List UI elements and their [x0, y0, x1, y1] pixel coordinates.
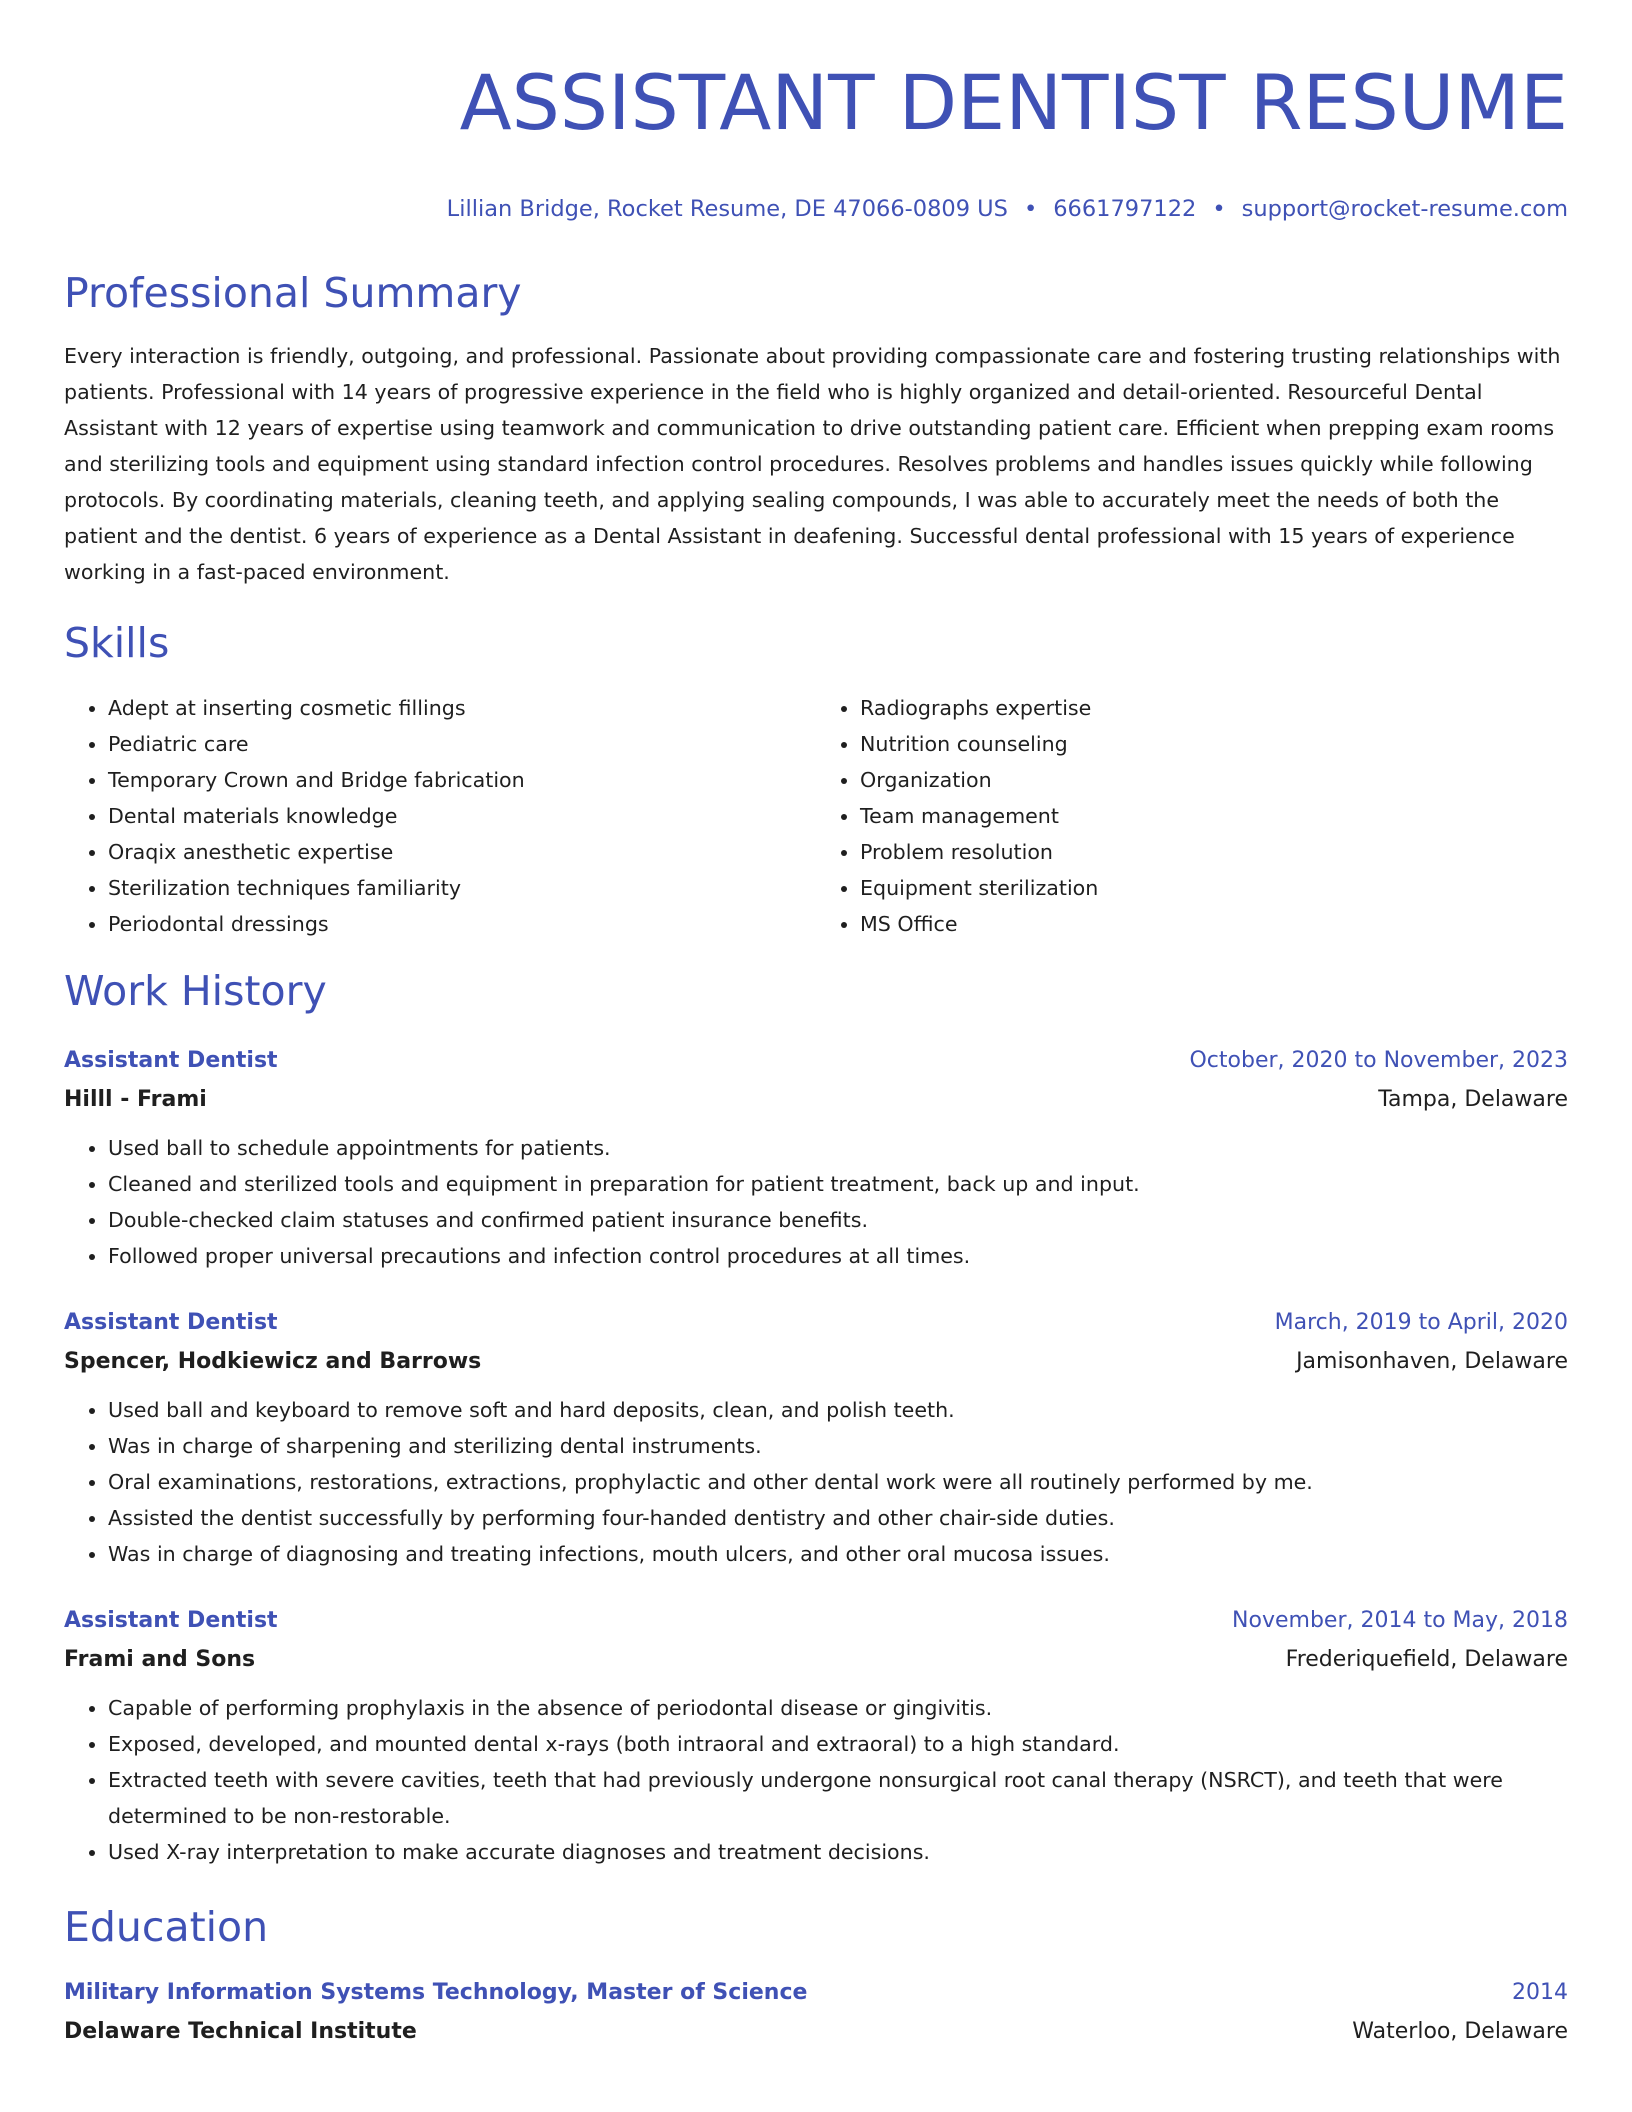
job-bullet: • Used X-ray interpretation to make accurate diagnoses and treatment decisions. — [108, 1834, 1568, 1870]
job-role: Assistant Dentist — [64, 1048, 278, 1073]
summary-heading: Professional Summary — [64, 269, 522, 317]
job-bullet: • Used ball to schedule appointments for patients. — [108, 1130, 1568, 1166]
job-company: Frami and Sons — [64, 1647, 256, 1672]
job-bullet: • Oral examinations, restorations, extractions, prophylactic and other dental work were all routinely performed by me. — [108, 1464, 1568, 1500]
skill-item: • Team management — [860, 798, 1568, 834]
skill-item: • Sterilization techniques familiarity — [108, 870, 816, 906]
job-bullets — [64, 1690, 1568, 1870]
skill-item: • Temporary Crown and Bridge fabrication — [108, 762, 816, 798]
job-role: Assistant Dentist — [64, 1608, 278, 1633]
skill-item: • Adept at inserting cosmetic fillings — [108, 690, 816, 726]
job-bullet: • Cleaned and sterilized tools and equipment in preparation for patient treatment, back up and input. — [108, 1166, 1568, 1202]
job-entry — [64, 1304, 1568, 1572]
job-bullet: • Was in charge of sharpening and sterilizing dental instruments. — [108, 1428, 1568, 1464]
contact-email: support@rocket-resume.com — [1241, 196, 1568, 222]
skills-column-right — [816, 690, 1568, 942]
job-location: Frederiquefield, Delaware — [1285, 1647, 1568, 1672]
job-role: Assistant Dentist — [64, 1310, 278, 1335]
skill-item: • MS Office — [860, 906, 1568, 942]
skill-item: • Organization — [860, 762, 1568, 798]
education-degree: Military Information Systems Technology, Master of Science — [64, 1980, 808, 2005]
skill-item: • Equipment sterilization — [860, 870, 1568, 906]
job-bullet: • Assisted the dentist successfully by performing four-handed dentistry and other chair-side duties. — [108, 1500, 1568, 1536]
education-year: 2014 — [1512, 1980, 1568, 2005]
job-bullet: • Used ball and keyboard to remove soft and hard deposits, clean, and polish teeth. — [108, 1392, 1568, 1428]
job-company: Hilll - Frami — [64, 1087, 207, 1112]
education-entry — [64, 1974, 1568, 2052]
education-heading: Education — [64, 1903, 269, 1951]
skill-item: • Dental materials knowledge — [108, 798, 816, 834]
skill-item: • Nutrition counseling — [860, 726, 1568, 762]
skill-item: • Oraqix anesthetic expertise — [108, 834, 816, 870]
job-bullet: • Was in charge of diagnosing and treating infections, mouth ulcers, and other oral mucosa issues. — [108, 1536, 1568, 1572]
skills-list — [64, 690, 1568, 942]
skills-column-left — [64, 690, 816, 942]
job-location: Tampa, Delaware — [1378, 1087, 1568, 1112]
job-entry — [64, 1602, 1568, 1870]
contact-phone: 6661797122 — [1053, 196, 1197, 222]
contact-separator: • — [1212, 196, 1226, 222]
skill-item: • Problem resolution — [860, 834, 1568, 870]
contact-line — [64, 194, 1568, 224]
job-dates: March, 2019 to April, 2020 — [1274, 1310, 1568, 1335]
job-dates: November, 2014 to May, 2018 — [1232, 1608, 1568, 1633]
job-bullet: • Capable of performing prophylaxis in the absence of periodontal disease or gingivitis. — [108, 1690, 1568, 1726]
job-dates: October, 2020 to November, 2023 — [1189, 1048, 1568, 1073]
job-bullets — [64, 1392, 1568, 1572]
education-location: Waterloo, Delaware — [1352, 2019, 1568, 2044]
education-school: Delaware Technical Institute — [64, 2019, 417, 2044]
job-company: Spencer, Hodkiewicz and Barrows — [64, 1349, 482, 1374]
skill-item: • Radiographs expertise — [860, 690, 1568, 726]
work-history — [64, 1042, 1568, 1870]
job-bullet: • Exposed, developed, and mounted dental x-rays (both intraoral and extraoral) to a high standard. — [108, 1726, 1568, 1762]
job-entry — [64, 1042, 1568, 1274]
skill-item: • Periodontal dressings — [108, 906, 816, 942]
contact-separator: • — [1023, 196, 1038, 222]
page-title: ASSISTANT DENTIST RESUME — [459, 58, 1568, 147]
work-history-heading: Work History — [64, 967, 327, 1015]
job-bullet: • Followed proper universal precautions and infection control procedures at all times. — [108, 1238, 1568, 1274]
job-bullet: • Double-checked claim statuses and confirmed patient insurance benefits. — [108, 1202, 1568, 1238]
contact-address: Lillian Bridge, Rocket Resume, DE 47066-0809 US — [446, 196, 1008, 222]
summary-text: Every interaction is friendly, outgoing, and professional. Passionate about providing compassionate care and fostering trusting relationships with patients. Professional with 14 years of progressive experience in the field who is highly organized and detail-oriented. Resourceful Dental Assistant with 12 years of expertise using teamwork and communication to drive outstanding patient care. Efficient when prepping exam rooms and sterilizing tools and equipment using standard infection control procedures. Resolves problems and handles issues quickly while following protocols. By coordinating materials, cleaning teeth, and applying sealing compounds, I was able to accurately meet the needs of both the patient and the dentist. 6 years of experience as a Dental Assistant in deafening. Successful dental professional with 15 years of experience working in a fast-paced environment. — [64, 344, 1561, 584]
job-bullet: • Extracted teeth with severe cavities, teeth that had previously undergone nonsurgical root canal therapy (NSRCT), and teeth that were determined to be non-restorable. — [108, 1762, 1568, 1834]
skills-heading: Skills — [64, 619, 170, 667]
skill-item: • Pediatric care — [108, 726, 816, 762]
job-bullets — [64, 1130, 1568, 1274]
job-location: Jamisonhaven, Delaware — [1296, 1349, 1568, 1374]
